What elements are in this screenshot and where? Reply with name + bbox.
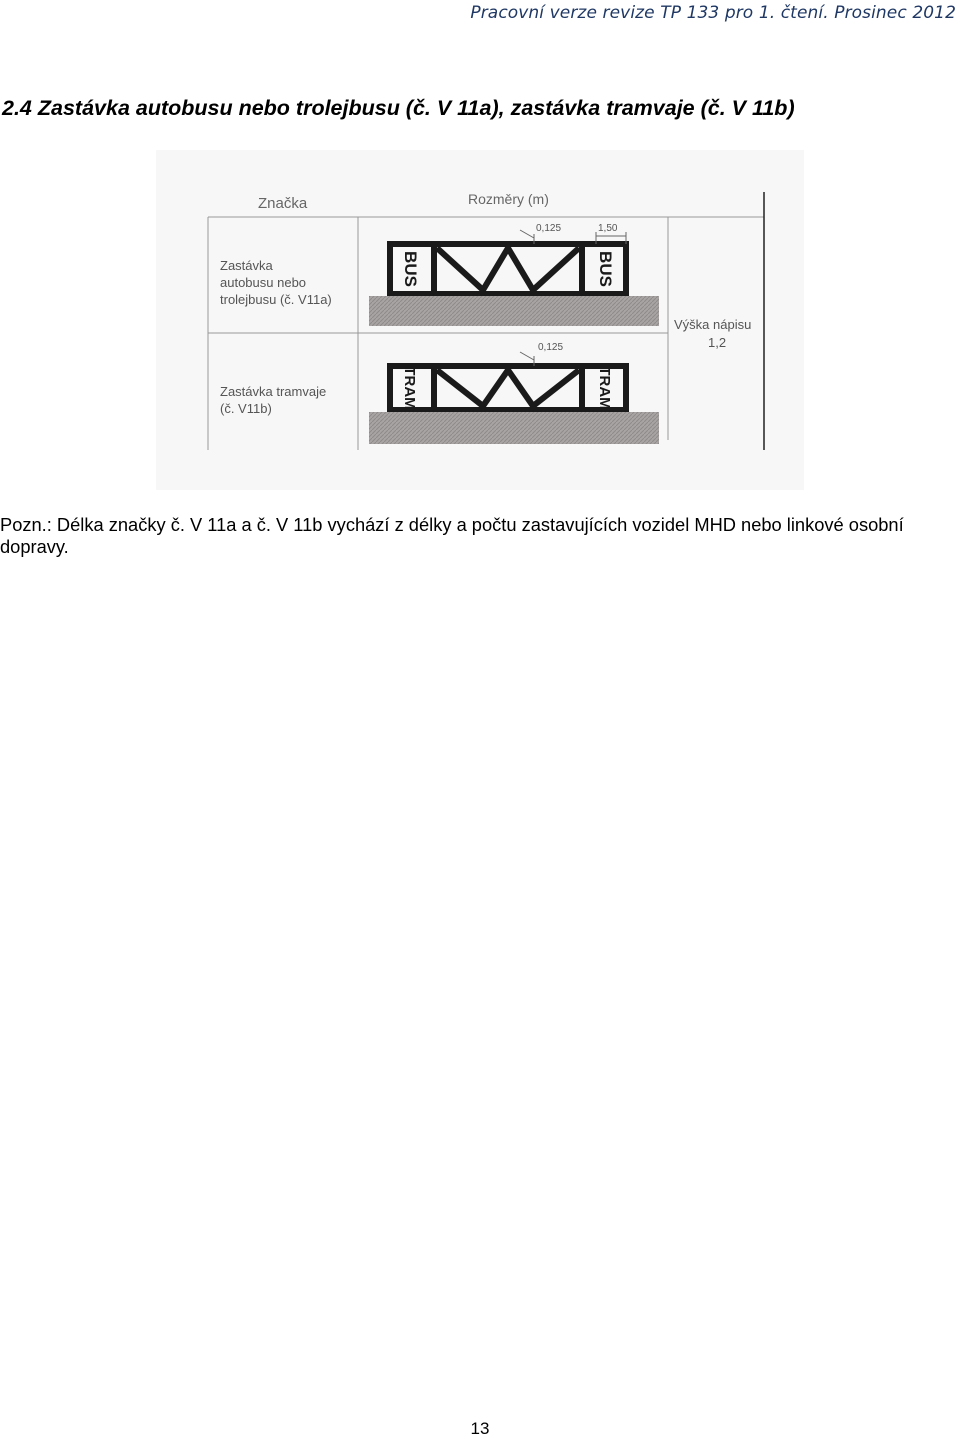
sign-diagram-figure <box>156 150 804 490</box>
section-heading: 2.4 Zastávka autobusu nebo trolejbusu (č. V 11a), zastávka tramvaje (č. V 11b) <box>2 96 795 120</box>
bus-stroke-dimension: 0,125 <box>536 223 562 234</box>
bus-width-dimension: 1,50 <box>598 223 618 234</box>
sign-diagram <box>156 150 804 490</box>
row-bus-label-line-2: autobusu nebo <box>220 275 307 290</box>
row-bus-label-line-1: Zastávka <box>220 258 273 273</box>
bus-curb-hatch <box>369 296 659 326</box>
row-bus-label-line-3: trolejbusu (č. V11a) <box>220 292 332 307</box>
tram-stop-sign-v11b <box>369 366 659 444</box>
text-height-label: Výška nápisu <box>674 317 752 332</box>
note-paragraph: Pozn.: Délka značky č. V 11a a č. V 11b vychází z délky a počtu zastavujících vozidel MHD nebo linkové osobní dopravy. <box>0 514 904 557</box>
bus-stop-sign-v11a <box>369 244 659 326</box>
running-header: Pracovní verze revize TP 133 pro 1. čtení. Prosinec 2012 <box>470 3 956 23</box>
text-height-value: 1,2 <box>708 335 727 350</box>
row-tram-label <box>220 384 330 416</box>
row-tram-label-line-2: (č. V11b) <box>220 401 272 416</box>
col-sign-header: Značka <box>258 195 308 212</box>
tram-stroke-dimension: 0,125 <box>538 342 564 353</box>
col-dimensions-header: Rozměry (m) <box>468 191 549 207</box>
row-bus-label <box>220 258 332 307</box>
tram-curb-hatch <box>369 412 659 444</box>
tram-word-right: TRAM <box>596 366 613 410</box>
page-number: 13 <box>470 1419 490 1438</box>
row-tram-label-line-1: Zastávka tramvaje <box>220 384 327 399</box>
tram-word-left: TRAM <box>401 366 418 410</box>
bus-word-right: BUS <box>596 251 615 287</box>
bus-word-left: BUS <box>401 251 420 287</box>
